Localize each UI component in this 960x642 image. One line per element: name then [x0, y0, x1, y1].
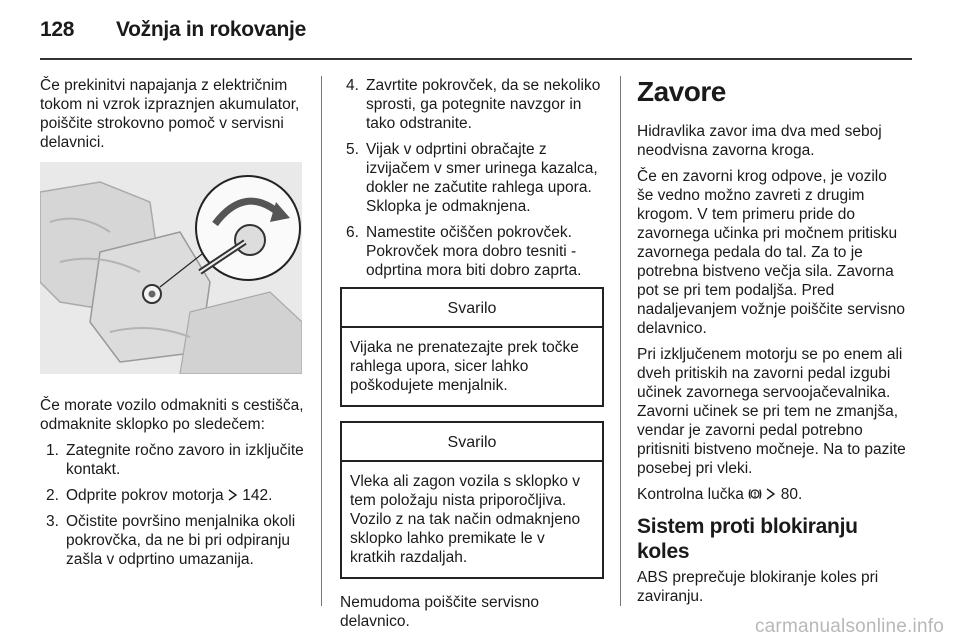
column-left — [40, 76, 304, 576]
closing-paragraph: Nemudoma poiščite servisno delavnico. — [340, 594, 540, 630]
list-item: 5. Vijak v odprtini obračajte z izvijačem v smer urinega kazalca, dokler ne začutite rahlega upora. Sklopka je odmaknjena. — [346, 141, 598, 215]
column-right — [637, 76, 907, 613]
page-ref[interactable]: 142. — [242, 487, 273, 504]
paragraph: ABS preprečuje blokiranje koles pri zaviranju. — [637, 569, 879, 605]
brake-warning-lamp-icon — [748, 486, 762, 503]
list-item: 4. Zavrtite pokrovček, da se nekoliko sprosti, ga potegnite navzgor in tako odstranite. — [346, 77, 601, 132]
page-title: Vožnja in rokovanje — [116, 18, 306, 41]
warning-title: Svarilo — [342, 423, 602, 462]
list-item: 3. Očistite površino menjalnika okoli pokrovčka, da ne bi pri odpiranju zašla v odprtino umazanija. — [46, 513, 296, 568]
warning-box-1 — [340, 287, 604, 407]
page-number: 128 — [40, 18, 75, 41]
steps-list-1 — [40, 441, 304, 569]
watermark: carmanualsonline.info — [754, 616, 944, 637]
section-heading-brakes: Zavore — [637, 76, 726, 107]
page-header — [40, 14, 920, 54]
section-heading-abs: Sistem proti blokiranju koles — [637, 515, 858, 563]
list-item: 1. Zategnite ročno zavoro in izključite kontakt. — [46, 442, 304, 478]
column-divider-2 — [620, 76, 621, 606]
paragraph: Hidravlika zavor ima dva med seboj neodvisna zavorna kroga. — [637, 123, 882, 159]
intro-paragraph: Če prekinitvi napajanja z električnim tokom ni vzrok izpraznjen akumulator, poiščite strokovno pomoč v servisni delavnici. — [40, 77, 300, 151]
warning-text: Vleka ali zagon vozila s sklopko v tem položaju nista priporočljiva. Vozilo z na tak način odmaknjeno sklopko lahko premikate le v kratkih razdaljah. — [350, 473, 581, 566]
warning-box-2 — [340, 421, 604, 579]
warning-text: Vijaka ne prenatezajte prek točke rahlega upora, sicer lahko poškodujete menjalnik. — [350, 339, 579, 394]
header-rule — [40, 58, 912, 60]
procedure-intro: Če morate vozilo odmakniti s cestišča, odmaknite sklopko po sledečem: — [40, 397, 304, 433]
paragraph: Pri izključenem motorju se po enem ali dveh pritiskih na zavorni pedal izgubi učinek zavornega servoojačevalnika. Zavorni učinek se pri tem ne zmanjša, vendar je zavorni pedal potrebno pritisniti bistveno močneje. Na to pazite posebej pri vleki. — [637, 346, 906, 477]
column-divider-1 — [321, 76, 322, 606]
warning-title: Svarilo — [342, 289, 602, 328]
control-lamp-paragraph: Kontrolna lučka 80. — [637, 486, 803, 503]
list-item: 2. Odprite pokrov motorja 142. — [46, 487, 273, 504]
page-ref[interactable]: 80. — [780, 486, 803, 503]
gearbox-illustration — [40, 162, 302, 374]
column-middle — [340, 76, 604, 638]
steps-list-2 — [340, 76, 604, 280]
paragraph: Če en zavorni krog odpove, je vozilo še vedno možno zavreti z drugim krogom. V tem primeru pride do zavornega učinka pri močnem pritisku zavornega pedala do tal. Za to je potrebna bistveno večja sila. Zavorna pot se pri tem podaljša. Pred nadaljevanjem vožnje poiščite servisno delavnico. — [637, 168, 905, 337]
page-ref-arrow-icon[interactable] — [766, 486, 776, 503]
list-item: 6. Namestite očiščen pokrovček. Pokrovček mora dobro tesniti - odprtina mora biti dobro zaprta. — [346, 224, 582, 279]
page-ref-arrow-icon[interactable] — [228, 487, 238, 504]
